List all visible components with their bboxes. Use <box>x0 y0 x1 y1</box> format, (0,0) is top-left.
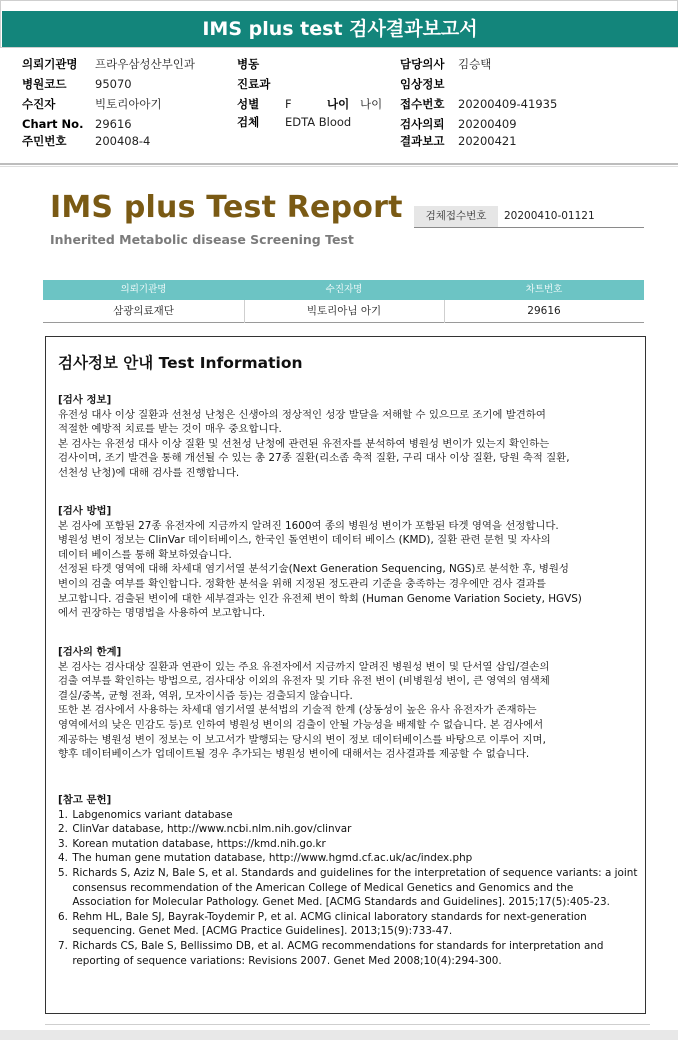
requesting-institution-field: 의뢰기관명 <box>22 57 78 71</box>
report-header-title: IMS plus test 검사결과보고서 <box>2 11 678 47</box>
paragraph-line: 변이의 검출 여부를 확인합니다. 정확한 분석을 위해 지정된 정도관리 기준을 충족하는 경우에만 검사 결과를 <box>58 577 546 590</box>
table-header-institution: 의뢰기관명 <box>43 280 244 300</box>
paragraph-line: 결실/중복, 균형 전좌, 역위, 모자이시즘 등)는 검출되지 않습니다. <box>58 689 353 702</box>
footer-divider <box>45 1024 650 1025</box>
paragraph-line: 보고합니다. 검출된 변이에 대한 세부결과는 인간 유전체 변이 학회 (Human Genome Variation Society, HGVS) <box>58 592 582 605</box>
specimen-number-box <box>414 206 644 228</box>
table-cell-institution: 삼광의료재단 <box>43 300 244 323</box>
references-heading: [참고 문헌] <box>58 794 112 806</box>
patient-name-value: 빅토리아아기 <box>95 97 162 111</box>
age-value: 나이 <box>360 97 383 111</box>
test-information-box <box>45 336 646 1014</box>
reference-item-continued: consensus recommendation of the American College of Medical Genetics and Genomics and the <box>72 881 574 894</box>
chart-no-value: 29616 <box>95 117 132 131</box>
section-test-method <box>58 504 643 621</box>
section-heading: [검사의 한계] <box>58 646 122 658</box>
specimen-value: EDTA Blood <box>285 115 352 129</box>
table-header-chart: 차트번호 <box>444 280 644 300</box>
paragraph-line: 제공하는 병원성 변이 정보는 이 보고서가 발행되는 당시의 변이 정보 데이터베이스를 바탕으로 이루어 지며, <box>58 733 546 746</box>
paragraph-line: 선천성 난청)에 대해 검사를 진행합니다. <box>58 466 240 479</box>
specimen-field: 검체 <box>237 115 260 129</box>
resident-number-value: 200408-4 <box>95 134 151 148</box>
reference-item: 3. Korean mutation database, https://kmd.nih.go.kr <box>58 837 326 850</box>
table-header-patient: 수진자명 <box>244 280 444 300</box>
doctor-value: 김승택 <box>458 57 492 71</box>
patient-name-field: 수진자 <box>22 97 56 111</box>
specimen-number-value: 20200410-01121 <box>504 210 595 222</box>
paragraph-line: 본 검사에 포함된 27종 유전자에 지금까지 알려진 1600여 종의 병원성 변이가 포함된 타겟 영역을 선정합니다. <box>58 519 559 532</box>
header-divider <box>0 163 678 165</box>
paragraph-line: 에서 권장하는 명명법을 사용하여 보고합니다. <box>58 607 266 620</box>
paragraph-line: 병원성 변이 정보는 ClinVar 데이터베이스, 한국인 돌연변이 데이터 베이스 (KMD), 질환 관련 문헌 및 자사의 <box>58 534 551 547</box>
specimen-number-label: 검체접수번호 <box>414 206 498 227</box>
section-test-limitations <box>58 645 643 762</box>
reference-item: 2. ClinVar database, http://www.ncbi.nlm.nih.gov/clinvar <box>58 823 352 836</box>
report-subtitle: Inherited Metabolic disease Screening Test <box>50 232 354 247</box>
section-heading: [검사 방법] <box>58 505 112 517</box>
paragraph-line: 본 검사는 검사대상 질환과 연관이 있는 주요 유전자에서 지금까지 알려진 병원성 변이 및 단서열 삽입/결손의 <box>58 660 550 673</box>
paragraph-line: 선정된 타겟 영역에 대해 차세대 염기서열 분석기술(Next Generation Sequencing, NGS)로 분석한 후, 병원성 <box>58 563 569 576</box>
test-information-title: 검사정보 안내 Test Information <box>58 354 303 372</box>
report-header-bar <box>0 0 678 48</box>
requesting-institution-value: 프라우삼성산부인과 <box>95 57 195 71</box>
reference-item-continued: sequencing. Genet Med. [ACMG Practice Guidelines]. 2013;15(9):733-47. <box>72 925 453 938</box>
header-divider-secondary <box>0 166 678 167</box>
doctor-field: 담당의사 <box>400 57 445 71</box>
reference-item: 4. The human gene mutation database, http://www.hgmd.cf.ac.uk/ac/index.php <box>58 852 473 865</box>
footer-band <box>0 1030 678 1040</box>
report-title: IMS plus Test Report <box>50 190 403 225</box>
paragraph-line: 적절한 예방적 치료를 받는 것이 매우 중요합니다. <box>58 423 282 436</box>
reference-item-continued: Association for Molecular Pathology. Genet Med. [ACMG Standards and Guidelines]. 2015;17(5):405-23. <box>72 896 610 909</box>
paragraph-line: 향후 데이터베이스가 업데이트될 경우 추가되는 병원성 변이에 대해서는 검사결과를 제공할 수 없습니다. <box>58 748 530 761</box>
table-cell-chart: 29616 <box>444 300 644 323</box>
table-divider <box>444 300 445 323</box>
reference-item: 1. Labgenomics variant database <box>58 808 233 821</box>
section-heading: [검사 정보] <box>58 394 112 406</box>
reference-item-continued: reporting of sequence variations: Revisions 2007. Genet Med 2008;10(4):294-300. <box>72 954 502 967</box>
reference-item: 5. Richards S, Aziz N, Bale S, et al. Standards and guidelines for the interpretation of sequence variants: a joint <box>58 866 638 879</box>
paragraph-line: 데이터 베이스를 통해 확보하였습니다. <box>58 548 232 561</box>
paragraph-line: 유전성 대사 이상 질환과 선천성 난청은 신생아의 정상적인 성장 발달을 저해할 수 있으므로 조기에 발견하여 <box>58 408 546 421</box>
clinical-info-field: 임상정보 <box>400 77 445 91</box>
reference-item: 6. Rehm HL, Bale SJ, Bayrak-Toydemir P, et al. ACMG clinical laboratory standards for next-generation <box>58 910 587 923</box>
accession-number-value: 20200409-41935 <box>458 97 558 111</box>
paragraph-line: 본 검사는 유전성 대사 이상 질환 및 선천성 난청에 관련된 유전자를 분석하여 병원성 변이가 있는지 확인하는 <box>58 437 550 450</box>
paragraph-line: 영역에서의 낮은 민감도 등)로 인하여 병원성 변이의 검출이 안될 가능성을 배제할 수 없습니다. 본 검사에서 <box>58 718 544 731</box>
table-cell-patient: 빅토리아님 아기 <box>244 300 444 323</box>
table-divider <box>244 300 245 323</box>
department-field: 진료과 <box>237 77 271 91</box>
summary-table <box>43 280 644 323</box>
request-date-field: 검사의뢰 <box>400 117 445 131</box>
hospital-code-value: 95070 <box>95 77 132 91</box>
age-field: 나이 <box>327 97 350 111</box>
resident-number-field: 주민번호 <box>22 134 67 148</box>
request-date-value: 20200409 <box>458 117 517 131</box>
section-test-info <box>58 393 643 481</box>
ward-field: 병동 <box>237 57 260 71</box>
sex-value: F <box>285 97 292 111</box>
sex-field: 성별 <box>237 97 260 111</box>
paragraph-line: 검사이며, 조기 발견을 통해 개선될 수 있는 총 27종 질환(리소좀 축적 질환, 구리 대사 이상 질환, 당원 축적 질환, <box>58 452 570 465</box>
reference-item: 7. Richards CS, Bale S, Bellissimo DB, et al. ACMG recommendations for standards for interpretation and <box>58 939 604 952</box>
paragraph-line: 검출 여부를 확인하는 방법으로, 검사대상 이외의 유전자 및 기타 유전 변이 (비병원성 변이, 큰 영역의 염색체 <box>58 675 550 688</box>
patient-info <box>0 52 678 164</box>
hospital-code-field: 병원코드 <box>22 77 67 91</box>
report-date-field: 결과보고 <box>400 134 445 148</box>
chart-no-field: Chart No. <box>22 117 84 131</box>
paragraph-line: 또한 본 검사에서 사용하는 차세대 염기서열 분석법의 기술적 한계 (상동성이 높은 유사 유전자가 존재하는 <box>58 704 537 717</box>
report-date-value: 20200421 <box>458 134 517 148</box>
accession-number-field: 접수번호 <box>400 97 445 111</box>
references-section <box>58 793 643 968</box>
